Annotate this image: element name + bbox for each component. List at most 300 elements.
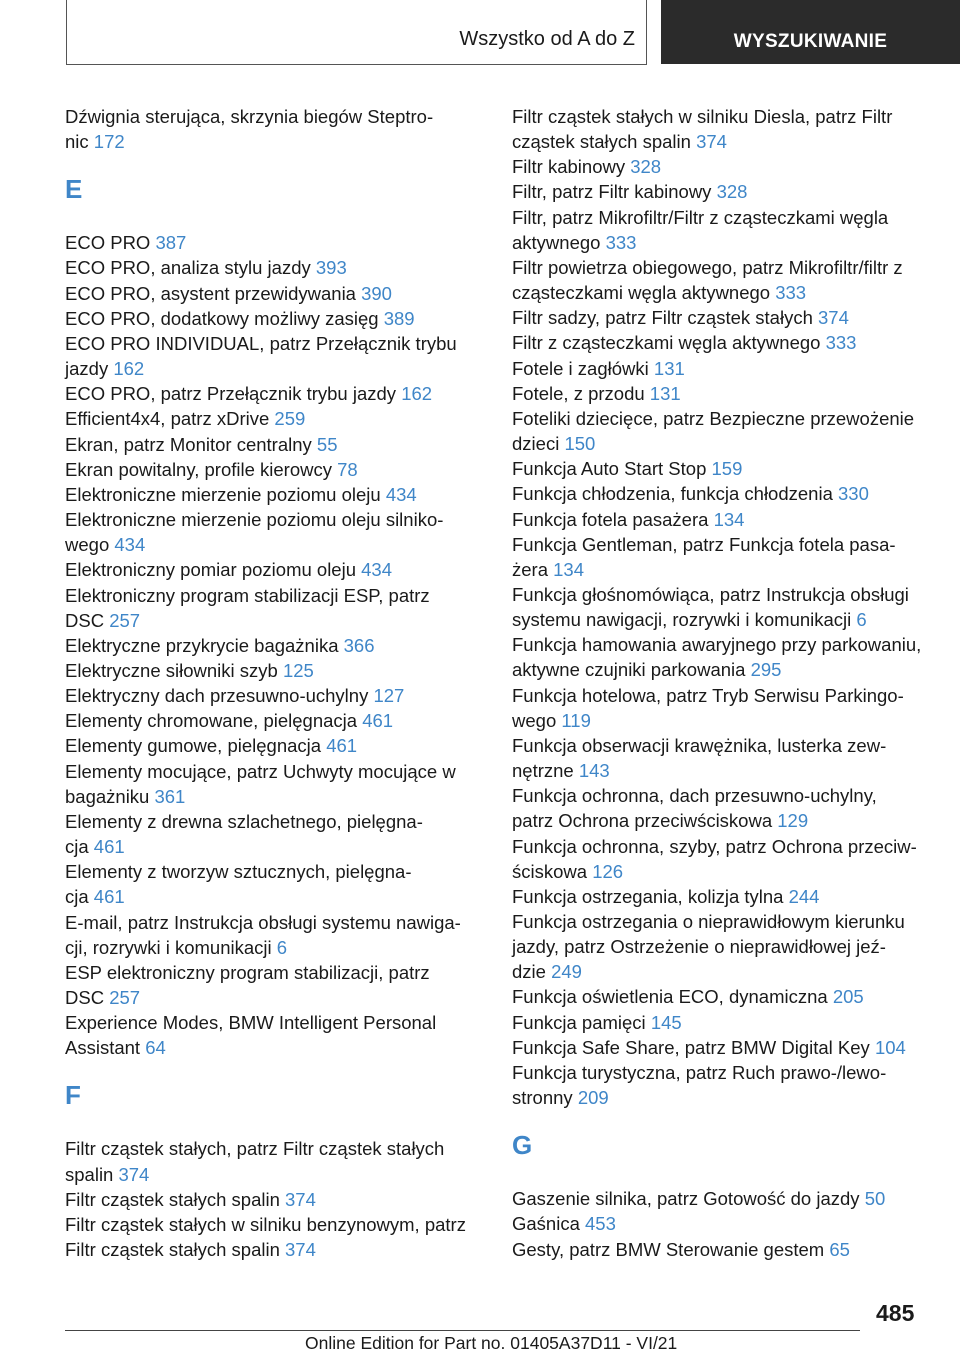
index-entry-line: Filtr, patrz Filtr kabinowy xyxy=(512,181,712,203)
index-entry-line: Funkcja ochronna, dach przesuwno-uchylny, xyxy=(512,785,877,807)
index-entry-text xyxy=(512,884,932,909)
index-entry-text xyxy=(512,381,932,406)
index-entry-line: Filtr cząstek stałych w silniku Diesla, patrz Filtr xyxy=(512,106,893,127)
index-entry-line: cząstek stałych spalin xyxy=(512,131,691,153)
page-reference-link[interactable]: 159 xyxy=(711,458,743,480)
index-entry-text xyxy=(65,809,485,834)
page-reference-link[interactable]: 78 xyxy=(337,458,358,480)
section-spacer xyxy=(65,204,485,230)
index-entry-text xyxy=(65,507,485,532)
page-reference-link[interactable]: 374 xyxy=(818,307,849,329)
index-entry-line: Elementy gumowe, pielęgnacja xyxy=(65,735,322,757)
index-entry-line: Filtr, patrz Mikrofiltr/Filtr z cząsteczkami węgla xyxy=(512,206,889,228)
page-reference-link[interactable]: 134 xyxy=(713,508,745,530)
index-entry-line: Funkcja turystyczna, patrz Ruch prawo-/lewo- xyxy=(512,1061,887,1083)
index-entry-text xyxy=(65,104,485,129)
index-entry xyxy=(65,960,485,1010)
index-entry xyxy=(512,1010,932,1035)
index-entry-text xyxy=(65,759,485,784)
index-entry xyxy=(65,104,485,154)
index-entry xyxy=(512,1186,932,1211)
index-entry xyxy=(65,759,485,809)
page-reference-link[interactable]: 461 xyxy=(93,836,125,858)
index-entry xyxy=(512,104,932,154)
page-reference-link[interactable]: 393 xyxy=(315,257,347,279)
index-entry-text xyxy=(65,859,485,884)
index-entry-line: Funkcja głośnomówiąca, patrz Instrukcja obsługi xyxy=(512,583,909,605)
index-entry-text xyxy=(512,959,932,984)
index-entry-line: Filtr cząstek stałych, patrz Filtr cząstek stałych xyxy=(65,1138,445,1160)
index-entry-text xyxy=(65,633,485,658)
index-entry-text xyxy=(65,557,485,582)
search-tab[interactable]: WYSZUKIWANIE xyxy=(661,0,960,64)
index-entry-line: Assistant xyxy=(65,1037,141,1059)
index-entry xyxy=(512,1237,932,1262)
page-reference-link[interactable]: 257 xyxy=(109,987,141,1008)
section-spacer xyxy=(512,1160,932,1186)
index-entry-text xyxy=(512,406,932,431)
index-entry xyxy=(65,1187,485,1212)
index-entry xyxy=(512,154,932,179)
page-reference-link[interactable]: 259 xyxy=(274,408,306,430)
index-entry xyxy=(65,381,485,406)
index-entry-line: Funkcja chłodzenia, funkcja chłodzenia xyxy=(512,483,833,505)
index-entry-text xyxy=(65,1010,485,1035)
index-entry-text xyxy=(65,306,485,331)
index-entry xyxy=(65,910,485,960)
index-entry-text xyxy=(512,280,932,305)
index-entry xyxy=(512,406,932,456)
index-entry-text xyxy=(65,683,485,708)
index-entry-text xyxy=(65,356,485,381)
page-reference-link[interactable]: 328 xyxy=(716,181,748,203)
index-entry-line: Experience Modes, BMW Intelligent Personal xyxy=(65,1012,437,1034)
index-column-left xyxy=(65,104,485,1262)
index-entry-text xyxy=(65,708,485,733)
page-reference-link[interactable]: 143 xyxy=(578,760,610,782)
index-entry-line: Elementy z drewna szlachetnego, pielęgna- xyxy=(65,810,423,832)
page-reference-link[interactable]: 55 xyxy=(316,433,338,455)
index-letter-heading: E xyxy=(65,174,83,205)
index-entry-line: Fotele i zagłówki xyxy=(512,357,649,379)
page-reference-link[interactable]: 131 xyxy=(649,382,681,404)
page-reference-link[interactable]: 126 xyxy=(592,860,624,882)
index-entry xyxy=(65,583,485,633)
index-entry-line: Ekran, patrz Monitor centralny xyxy=(65,433,312,455)
index-entry xyxy=(512,884,932,909)
index-letter-heading: G xyxy=(512,1130,533,1161)
index-entry-line: Funkcja Safe Share, patrz BMW Digital Key xyxy=(512,1036,870,1058)
index-entry-line: jazdy, patrz Ostrzeżenie o nieprawidłowej jeź- xyxy=(512,936,886,958)
index-entry-line: Funkcja Auto Start Stop xyxy=(512,458,707,480)
header-underline xyxy=(66,64,646,65)
page-reference-link[interactable]: 434 xyxy=(385,483,417,505)
index-entry-text xyxy=(512,230,932,255)
index-entry-text xyxy=(512,532,932,557)
index-entry xyxy=(512,984,932,1009)
page-reference-link[interactable]: 453 xyxy=(585,1213,616,1235)
page-reference-link[interactable]: 374 xyxy=(285,1239,316,1261)
page-reference-link[interactable]: 461 xyxy=(362,710,394,732)
index-column-right xyxy=(512,104,932,1262)
index-entry-line: Funkcja hamowania awaryjnego przy parkowaniu, xyxy=(512,634,922,656)
index-entry-line: cji, rozrywki i komunikacji xyxy=(65,936,272,958)
page-reference-link[interactable]: 333 xyxy=(775,282,807,304)
index-entry xyxy=(65,457,485,482)
index-entry-text xyxy=(65,532,485,557)
index-entry-text xyxy=(512,808,932,833)
index-entry-line: Filtr z cząsteczkami węgla aktywnego xyxy=(512,332,821,354)
index-entry-text xyxy=(512,1237,932,1262)
index-entry-line: Foteliki dziecięce, patrz Bezpieczne przewożenie xyxy=(512,407,915,429)
index-entry xyxy=(512,834,932,884)
index-entry xyxy=(512,532,932,582)
footer-edition: Online Edition for Part no. 01405A37D11 - VI/21 xyxy=(305,1333,678,1353)
index-entry-line: dzieci xyxy=(512,433,560,455)
index-entry-line: ECO PRO, asystent przewidywania xyxy=(65,282,356,304)
page-reference-link[interactable]: 461 xyxy=(326,735,358,757)
index-entry-line: Funkcja hotelowa, patrz Tryb Serwisu Parkingo- xyxy=(512,684,904,706)
page-reference-link[interactable]: 374 xyxy=(285,1188,316,1210)
index-entry-text xyxy=(65,784,485,809)
index-entry-text xyxy=(65,985,485,1010)
page-reference-link[interactable]: 125 xyxy=(282,659,314,681)
index-entry xyxy=(65,633,485,658)
page-reference-link[interactable]: 65 xyxy=(829,1238,850,1260)
index-entry-text xyxy=(65,1035,485,1060)
index-entry-line: jazdy xyxy=(65,358,109,380)
index-entry-text xyxy=(512,104,932,129)
index-letter-heading: F xyxy=(65,1080,81,1111)
index-entry-text xyxy=(65,129,485,154)
page-reference-link[interactable]: 330 xyxy=(838,483,869,505)
index-entry xyxy=(512,1211,932,1236)
index-entry xyxy=(65,331,485,381)
page-reference-link[interactable]: 209 xyxy=(577,1087,609,1109)
index-entry-line: wego xyxy=(512,709,557,731)
index-entry-line: nętrzne xyxy=(512,760,574,782)
index-entry-line: ECO PRO, analiza stylu jazdy xyxy=(65,257,311,279)
index-entry-line: ściskowa xyxy=(512,860,588,882)
index-entry-text xyxy=(512,1186,932,1211)
index-entry-line: DSC xyxy=(65,987,105,1008)
index-entry-line: Filtr cząstek stałych w silniku benzynowym, patrz xyxy=(65,1213,466,1235)
index-entry-text xyxy=(512,1211,932,1236)
page-header xyxy=(0,0,960,66)
index-entry-text xyxy=(65,1187,485,1212)
page-reference-link[interactable]: 374 xyxy=(118,1163,150,1185)
index-entry xyxy=(65,281,485,306)
index-entry-text xyxy=(65,281,485,306)
header-left-border xyxy=(66,0,67,65)
index-entry-text xyxy=(512,507,932,532)
index-entry-line: Efficient4x4, patrz xDrive xyxy=(65,408,270,430)
page-reference-link[interactable]: 6 xyxy=(856,609,867,631)
page-reference-link[interactable]: 134 xyxy=(553,558,585,580)
index-entry-text xyxy=(512,356,932,381)
index-entry-line: Elektroniczny pomiar poziomu oleju xyxy=(65,559,356,581)
index-entry xyxy=(512,683,932,733)
page-reference-link[interactable]: 205 xyxy=(832,986,864,1008)
page-reference-link[interactable]: 295 xyxy=(750,659,782,681)
index-entry-line: cja xyxy=(65,886,89,908)
index-entry-text xyxy=(512,683,932,708)
index-entry xyxy=(512,632,932,682)
index-entry-line: bagażniku xyxy=(65,785,150,807)
index-entry xyxy=(512,909,932,984)
index-entry-line: Funkcja ostrzegania, kolizja tylna xyxy=(512,885,784,907)
index-entry-line: Fotele, z przodu xyxy=(512,382,645,404)
index-entry xyxy=(65,255,485,280)
page-reference-link[interactable]: 461 xyxy=(93,886,125,908)
index-entry-line: wego xyxy=(65,534,110,556)
page-reference-link[interactable]: 390 xyxy=(361,282,392,304)
index-entry-text xyxy=(65,733,485,758)
section-title: Wszystko od A do Z xyxy=(459,28,635,50)
index-entry-text xyxy=(65,884,485,909)
index-entry-text xyxy=(512,205,932,230)
page-reference-link[interactable]: 104 xyxy=(874,1036,906,1058)
index-entry-line: ECO PRO xyxy=(65,232,151,254)
index-entry-text xyxy=(512,1085,932,1110)
page-reference-link[interactable]: 145 xyxy=(650,1011,682,1033)
index-entry xyxy=(65,683,485,708)
index-entry-line: Gesty, patrz BMW Sterowanie gestem xyxy=(512,1238,825,1260)
page-reference-link[interactable]: 172 xyxy=(93,131,125,153)
index-entry-line: Filtr cząstek stałych spalin xyxy=(65,1188,280,1210)
index-entry-text xyxy=(512,456,932,481)
header-right-border xyxy=(646,0,647,65)
index-entry xyxy=(65,406,485,431)
index-entry-text xyxy=(512,431,932,456)
index-entry-line: stronny xyxy=(512,1087,573,1109)
index-entry-line: Filtr kabinowy xyxy=(512,156,626,178)
index-entry xyxy=(65,809,485,859)
page-reference-link[interactable]: 333 xyxy=(825,332,857,354)
index-entry-line: ECO PRO, patrz Przełącznik trybu jazdy xyxy=(65,383,397,405)
page-reference-link[interactable]: 6 xyxy=(276,936,288,958)
section-spacer xyxy=(65,154,485,174)
index-entry-line: patrz Ochrona przeciwściskowa xyxy=(512,810,773,832)
index-entry-line: Elektroniczne mierzenie poziomu oleju silniko- xyxy=(65,509,444,531)
index-entry-text xyxy=(65,960,485,985)
page-reference-link[interactable]: 366 xyxy=(343,634,375,656)
index-entry-text xyxy=(65,255,485,280)
index-entry xyxy=(65,859,485,909)
index-entry-text xyxy=(512,708,932,733)
page-reference-link[interactable]: 150 xyxy=(564,433,596,455)
index-entry xyxy=(512,356,932,381)
index-entry xyxy=(512,733,932,783)
index-entry-line: Dźwignia sterująca, skrzynia biegów Steptro- xyxy=(65,106,434,127)
index-entry-line: Funkcja ostrzegania o nieprawidłowym kierunku xyxy=(512,911,905,932)
page-reference-link[interactable]: 244 xyxy=(788,885,820,907)
index-entry-line: nic xyxy=(65,131,89,153)
index-entry-line: aktywne czujniki parkowania xyxy=(512,659,746,681)
index-entry-text xyxy=(65,935,485,960)
index-entry xyxy=(65,1212,485,1262)
index-entry-line: Elementy chromowane, pielęgnacja xyxy=(65,710,358,732)
index-entry xyxy=(512,481,932,506)
index-entry-text xyxy=(65,1136,485,1161)
index-entry-text xyxy=(512,255,932,280)
index-entry-text xyxy=(512,129,932,154)
index-entry-line: Elektryczne przykrycie bagażnika xyxy=(65,634,339,656)
index-entry-text xyxy=(512,632,932,657)
index-entry xyxy=(65,733,485,758)
page-reference-link[interactable]: 333 xyxy=(605,231,637,253)
page-reference-link[interactable]: 389 xyxy=(383,307,415,329)
index-entry-line: Gaszenie silnika, patrz Gotowość do jazdy xyxy=(512,1188,860,1210)
index-entry-line: Funkcja oświetlenia ECO, dynamiczna xyxy=(512,986,828,1008)
index-entry-line: Elementy mocujące, patrz Uchwyty mocujące w xyxy=(65,760,456,782)
index-entry-line: ECO PRO INDIVIDUAL, patrz Przełącznik trybu xyxy=(65,332,457,354)
index-entry xyxy=(512,507,932,532)
index-entry-line: Filtr powietrza obiegowego, patrz Mikrofiltr/filtr z xyxy=(512,256,903,278)
index-entry-line: Gaśnica xyxy=(512,1213,580,1235)
page-reference-link[interactable]: 387 xyxy=(155,232,187,254)
index-entry xyxy=(65,482,485,507)
index-entry-text xyxy=(512,330,932,355)
index-entry-line: Filtr cząstek stałych spalin xyxy=(65,1239,280,1261)
index-entry-line: żera xyxy=(512,558,548,580)
page-reference-link[interactable]: 129 xyxy=(777,810,809,832)
index-entry-line: Elektryczny dach przesuwno-uchylny xyxy=(65,685,369,707)
index-entry-text xyxy=(65,583,485,608)
page-reference-link[interactable]: 119 xyxy=(561,709,591,731)
index-entry-line: ESP elektroniczny program stabilizacji, patrz xyxy=(65,961,430,983)
section-spacer xyxy=(512,1110,932,1130)
page-reference-link[interactable]: 50 xyxy=(864,1188,886,1210)
index-entry-text xyxy=(512,984,932,1009)
index-entry xyxy=(512,1060,932,1110)
index-entry-line: Funkcja obserwacji krawężnika, lusterka zew- xyxy=(512,734,887,756)
index-entry-text xyxy=(512,657,932,682)
index-entry-line: cząsteczkami węgla aktywnego xyxy=(512,282,771,304)
index-entry-text xyxy=(65,406,485,431)
index-entry-text xyxy=(65,658,485,683)
index-entry-text xyxy=(65,1212,485,1237)
index-entry xyxy=(65,230,485,255)
index-entry-text xyxy=(65,230,485,255)
index-entry-text xyxy=(65,834,485,859)
index-entry-line: Elementy z tworzyw sztucznych, pielęgna- xyxy=(65,861,412,883)
index-entry-text xyxy=(512,834,932,859)
page-reference-link[interactable]: 434 xyxy=(114,534,146,556)
index-entry-line: ECO PRO, dodatkowy możliwy zasięg xyxy=(65,307,379,329)
section-spacer xyxy=(65,1110,485,1136)
page-reference-link[interactable]: 257 xyxy=(109,609,141,631)
index-entry xyxy=(512,330,932,355)
index-entry-text xyxy=(65,457,485,482)
index-entry-text xyxy=(65,381,485,406)
index-entry-text xyxy=(512,557,932,582)
index-entry-line: systemu nawigacji, rozrywki i komunikacji xyxy=(512,609,852,631)
index-entry xyxy=(512,1035,932,1060)
index-entry xyxy=(65,658,485,683)
page-reference-link[interactable]: 361 xyxy=(154,785,186,807)
page-reference-link[interactable]: 162 xyxy=(113,358,145,380)
index-entry-text xyxy=(512,154,932,179)
index-entry xyxy=(512,456,932,481)
index-entry xyxy=(65,1010,485,1060)
index-entry-text xyxy=(512,1010,932,1035)
page-reference-link[interactable]: 374 xyxy=(696,131,727,153)
index-entry-text xyxy=(512,481,932,506)
page-reference-link[interactable]: 328 xyxy=(630,156,662,178)
footer-divider xyxy=(65,1330,860,1331)
index-entry xyxy=(512,205,932,255)
index-entry-line: aktywnego xyxy=(512,231,601,253)
index-entry-text xyxy=(512,733,932,758)
index-entry-line: Elektroniczne mierzenie poziomu oleju xyxy=(65,483,381,505)
index-entry-line: Funkcja fotela pasażera xyxy=(512,508,709,530)
index-entry xyxy=(65,507,485,557)
index-entry-text xyxy=(512,179,932,204)
index-entry-text xyxy=(512,305,932,330)
index-entry-line: spalin xyxy=(65,1163,114,1185)
index-entry-line: Ekran powitalny, profile kierowcy xyxy=(65,458,332,480)
index-entry-text xyxy=(512,1060,932,1085)
index-entry-line: DSC xyxy=(65,609,105,631)
index-entry xyxy=(65,557,485,582)
index-entry-line: Elektroniczny program stabilizacji ESP, patrz xyxy=(65,584,430,606)
index-entry-line: cja xyxy=(65,836,89,858)
index-entry-line: Funkcja Gentleman, patrz Funkcja fotela pasa- xyxy=(512,533,896,555)
index-entry xyxy=(65,432,485,457)
index-entry-text xyxy=(65,608,485,633)
index-entry-text xyxy=(65,432,485,457)
index-entry xyxy=(512,305,932,330)
index-entry-text xyxy=(512,934,932,959)
index-entry-text xyxy=(512,859,932,884)
index-entry-line: E-mail, patrz Instrukcja obsługi systemu nawiga- xyxy=(65,911,461,933)
index-entry xyxy=(512,582,932,632)
page-number: 485 xyxy=(876,1300,915,1326)
index-entry-text xyxy=(65,1237,485,1262)
index-entry xyxy=(65,306,485,331)
index-entry-text xyxy=(512,1035,932,1060)
index-entry-line: dzie xyxy=(512,961,546,983)
index-entry xyxy=(512,381,932,406)
index-entry-text xyxy=(65,910,485,935)
index-entry-text xyxy=(512,783,932,808)
index-entry-text xyxy=(512,758,932,783)
index-entry-text xyxy=(65,331,485,356)
index-entry-line: Funkcja ochronna, szyby, patrz Ochrona przeciw- xyxy=(512,835,917,857)
page-reference-link[interactable]: 127 xyxy=(373,685,405,707)
index-entry-line: Elektryczne siłowniki szyb xyxy=(65,659,278,681)
index-entry xyxy=(65,1136,485,1186)
page-reference-link[interactable]: 249 xyxy=(551,961,582,983)
index-entry-text xyxy=(512,909,932,934)
index-entry-text xyxy=(512,607,932,632)
index-entry xyxy=(512,783,932,833)
index-entry xyxy=(512,179,932,204)
index-entry xyxy=(65,708,485,733)
page-reference-link[interactable]: 131 xyxy=(653,357,685,379)
index-entry-text xyxy=(65,482,485,507)
index-entry xyxy=(512,255,932,305)
index-entry-text xyxy=(65,1162,485,1187)
index-entry-line: Funkcja pamięci xyxy=(512,1011,646,1033)
page-reference-link[interactable]: 162 xyxy=(401,383,433,405)
index-entry-text xyxy=(512,582,932,607)
index-entry-line: Filtr sadzy, patrz Filtr cząstek stałych xyxy=(512,307,813,329)
section-spacer xyxy=(65,1060,485,1080)
page-reference-link[interactable]: 434 xyxy=(361,559,393,581)
page-reference-link[interactable]: 64 xyxy=(145,1037,166,1059)
